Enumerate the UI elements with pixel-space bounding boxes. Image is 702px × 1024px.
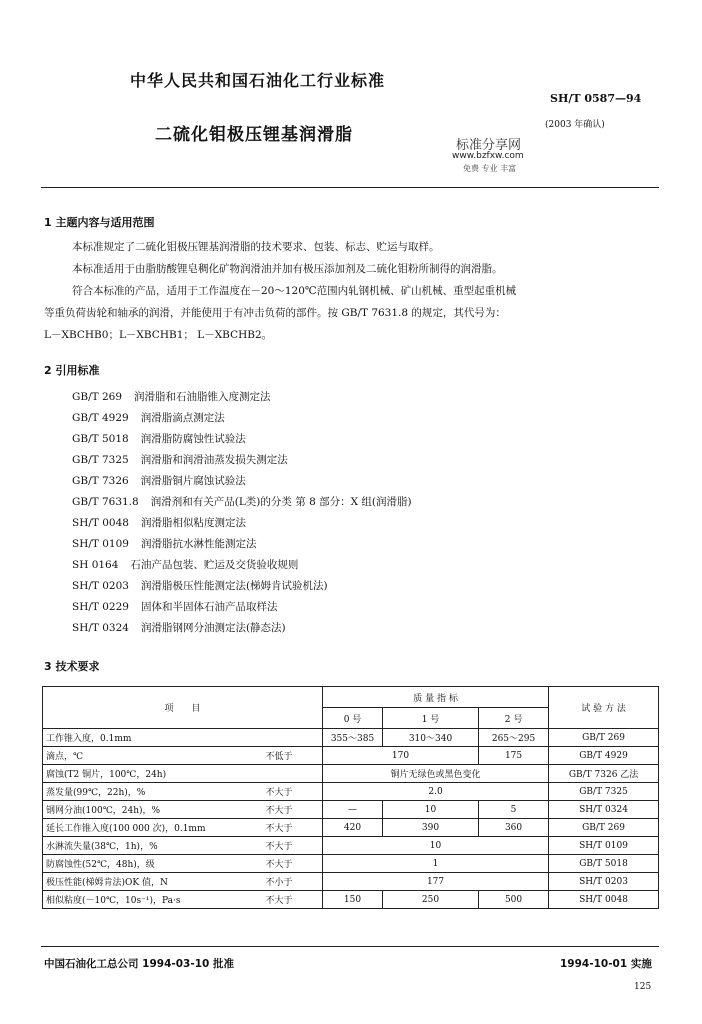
reference-code: GB/T 5018 [72, 433, 129, 445]
row-item: 工作锥入度，0.1mm [43, 729, 263, 747]
reference-item [72, 429, 412, 450]
reference-item [72, 408, 412, 429]
reference-title: 润滑剂和有关产品(L类)的分类 第 8 部分：X 组(润滑脂) [150, 496, 412, 508]
row-limit: 不大于 [263, 837, 323, 855]
table-row [43, 819, 659, 837]
row-item: 防腐蚀性(52℃，48h)，级 [43, 855, 263, 873]
section-1-body [44, 236, 659, 346]
reference-item [72, 513, 412, 534]
table-row [43, 765, 659, 783]
reference-code: SH 0164 [72, 559, 119, 571]
reference-item [72, 534, 412, 555]
row-item: 水淋流失量(38℃，1h)，% [43, 837, 263, 855]
reference-title: 固体和半固体石油产品取样法 [140, 601, 278, 613]
reference-code: SH/T 0109 [72, 538, 129, 550]
row-method: GB/T 269 [549, 729, 659, 747]
reference-item [72, 450, 412, 471]
row-value-2: 5 [479, 801, 549, 819]
reference-title: 润滑脂抗水淋性能测定法 [140, 538, 257, 550]
row-value-2: 265～295 [479, 729, 549, 747]
row-limit [263, 765, 323, 783]
watermark-line-2: www.bzfxw.com [452, 151, 524, 161]
row-method: SH/T 0203 [549, 873, 659, 891]
table-row [43, 783, 659, 801]
page-number: 125 [634, 982, 652, 992]
reference-title: 润滑脂和润滑油蒸发损失测定法 [140, 454, 288, 466]
row-item: 延长工作锥入度(100 000 次)，0.1mm [43, 819, 263, 837]
row-limit: 不大于 [263, 819, 323, 837]
reference-code: GB/T 7326 [72, 475, 129, 487]
table-row [43, 729, 659, 747]
row-item: 极压性能(梯姆肯法)OK 值，N [43, 873, 263, 891]
row-value-span: 1 [323, 855, 549, 873]
table-row [43, 801, 659, 819]
reference-title: 润滑脂相似粘度测定法 [140, 517, 246, 529]
reference-code: SH/T 0229 [72, 601, 129, 613]
reference-item [72, 492, 412, 513]
paragraph: 本标准适用于由脂肪酸锂皂稠化矿物润滑油并加有极压添加剂及二硫化钼粉所制得的润滑脂。 [72, 263, 503, 275]
header-quality: 质 量 指 标 [323, 687, 549, 708]
row-method: GB/T 269 [549, 819, 659, 837]
row-limit: 不大于 [263, 801, 323, 819]
row-value-0: 355～385 [323, 729, 383, 747]
row-limit: 不低于 [263, 747, 323, 765]
row-value-2: 500 [479, 891, 549, 909]
row-limit [263, 729, 323, 747]
row-value-1: 10 [383, 801, 479, 819]
table-row [43, 837, 659, 855]
row-value-0-1: 170 [323, 747, 479, 765]
reference-title: 润滑脂极压性能测定法(梯姆肯试验机法) [140, 580, 328, 592]
confirmation-note: (2003 年确认) [545, 120, 605, 130]
table-row [43, 891, 659, 909]
row-value-0: 150 [323, 891, 383, 909]
row-value-1: 310～340 [383, 729, 479, 747]
approval-line: 中国石油化工总公司 1994-03-10 批准 [44, 958, 234, 970]
reference-title: 润滑脂和石油脂锥入度测定法 [134, 391, 271, 403]
reference-list [72, 387, 412, 639]
row-method: SH/T 0109 [549, 837, 659, 855]
technical-requirements-table [42, 686, 659, 909]
reference-code: SH/T 0048 [72, 517, 129, 529]
row-value-2: 175 [479, 747, 549, 765]
reference-item [72, 471, 412, 492]
row-limit: 不大于 [263, 783, 323, 801]
row-value-span: 177 [323, 873, 549, 891]
section-2-heading: 2 引用标准 [44, 364, 100, 377]
section-1-heading: 1 主题内容与适用范围 [44, 216, 155, 229]
reference-title: 石油产品包装、贮运及交货验收规则 [130, 559, 299, 571]
row-value-span: 2.0 [323, 783, 549, 801]
reference-title: 润滑脂滴点测定法 [140, 412, 225, 424]
row-limit: 不大于 [263, 855, 323, 873]
row-value-0: 420 [323, 819, 383, 837]
watermark-line-1: 标准分享网 [456, 138, 522, 153]
row-method: SH/T 0324 [549, 801, 659, 819]
table-row [43, 873, 659, 891]
row-value-1: 250 [383, 891, 479, 909]
reference-code: SH/T 0324 [72, 622, 129, 634]
reference-title: 润滑脂防腐蚀性试验法 [140, 433, 246, 445]
reference-code: GB/T 7325 [72, 454, 129, 466]
reference-item [72, 576, 412, 597]
row-value-0: — [323, 801, 383, 819]
standard-number: SH/T 0587—94 [550, 92, 642, 105]
reference-item [72, 597, 412, 618]
reference-title: 润滑脂钢网分油测定法(静态法) [140, 622, 286, 634]
header-grade-1: 1 号 [383, 708, 479, 729]
section-3-heading: 3 技术要求 [44, 660, 100, 673]
row-method: GB/T 7326 乙法 [549, 765, 659, 783]
reference-code: GB/T 7631.8 [72, 496, 139, 508]
paragraph-continued: 等重负荷齿轮和轴承的润滑，并能使用于有冲击负荷的部件。按 GB/T 7631.8 的规定，其代号为： [44, 307, 506, 319]
header-item: 项 目 [43, 687, 323, 729]
reference-title: 润滑脂铜片腐蚀试验法 [140, 475, 246, 487]
reference-item [72, 618, 412, 639]
reference-item [72, 555, 412, 576]
row-item: 蒸发量(99℃，22h)，% [43, 783, 263, 801]
row-method: SH/T 0048 [549, 891, 659, 909]
reference-code: GB/T 269 [72, 391, 123, 403]
header-grade-2: 2 号 [479, 708, 549, 729]
row-limit: 不小于 [263, 873, 323, 891]
row-item: 相似粘度(－10℃，10s⁻¹)，Pa·s [43, 891, 263, 909]
table-row [43, 855, 659, 873]
paragraph-continued: L－XBCHB0；L－XBCHB1； L－XBCHB2。 [44, 329, 273, 341]
row-value-1: 390 [383, 819, 479, 837]
row-value-span: 铜片无绿色或黑色变化 [323, 765, 549, 783]
header-rule [41, 187, 659, 188]
issuing-body: 中华人民共和国石油化工行业标准 [130, 71, 386, 90]
row-value-2: 360 [479, 819, 549, 837]
row-limit: 不大于 [263, 891, 323, 909]
document-title: 二硫化钼极压锂基润滑脂 [155, 125, 353, 145]
row-value-span: 10 [323, 837, 549, 855]
watermark-line-3: 免费 专业 丰富 [463, 164, 517, 173]
header-method: 试 验 方 法 [549, 687, 659, 729]
reference-code: SH/T 0203 [72, 580, 129, 592]
header-grade-0: 0 号 [323, 708, 383, 729]
paragraph: 本标准规定了二硫化钼极压锂基润滑脂的技术要求、包装、标志、贮运与取样。 [72, 241, 440, 253]
table-row [43, 747, 659, 765]
row-item: 钢网分油(100℃，24h)，% [43, 801, 263, 819]
row-method: GB/T 7325 [549, 783, 659, 801]
effective-date: 1994-10-01 实施 [560, 958, 652, 970]
footer-rule [41, 946, 659, 947]
reference-code: GB/T 4929 [72, 412, 129, 424]
paragraph: 符合本标准的产品，适用于工作温度在－20～120℃范围内轧钢机械、矿山机械、重型起重机械 [72, 285, 517, 297]
reference-item [72, 387, 412, 408]
row-method: GB/T 4929 [549, 747, 659, 765]
row-item: 滴点，℃ [43, 747, 263, 765]
row-method: GB/T 5018 [549, 855, 659, 873]
row-item: 腐蚀(T2 铜片，100℃，24h) [43, 765, 263, 783]
